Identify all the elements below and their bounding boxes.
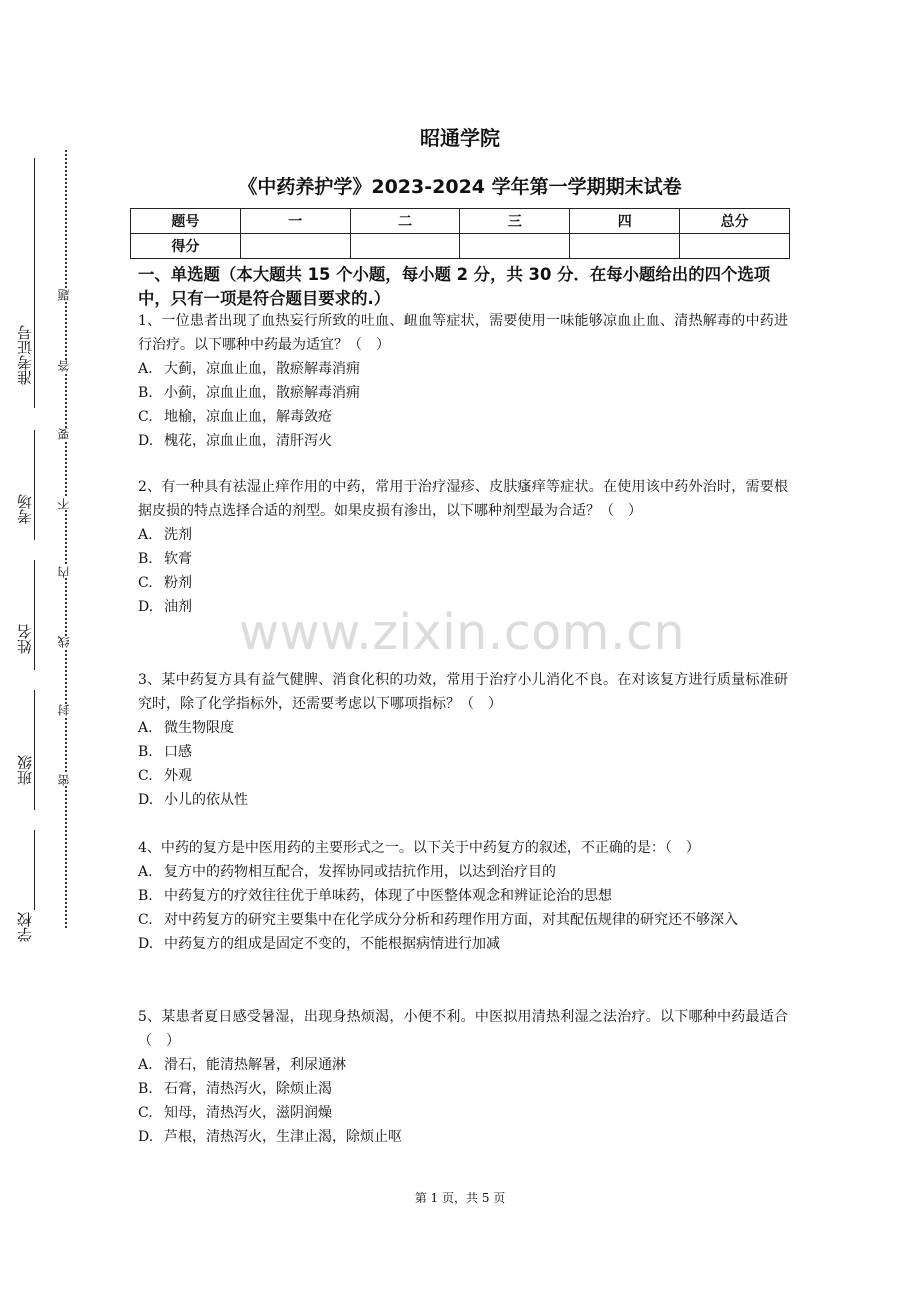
option-text: 中药复方的疗效往往优于单味药，体现了中医整体观念和辨证论治的思想 bbox=[164, 888, 612, 904]
option-letter: A. bbox=[138, 864, 153, 880]
question bbox=[138, 836, 788, 956]
seal-dotted-line bbox=[65, 150, 67, 928]
option-b bbox=[138, 1077, 788, 1101]
score-table-cell: 二 bbox=[350, 209, 460, 234]
option-text: 洗剂 bbox=[164, 527, 192, 543]
option-d bbox=[138, 595, 788, 619]
option-c bbox=[138, 405, 788, 429]
option-text: 地榆，凉血止血，解毒敛疮 bbox=[164, 409, 332, 425]
option-text: 复方中的药物相互配合，发挥协同或拮抗作用，以达到治疗目的 bbox=[164, 864, 556, 880]
seal-char: 答 bbox=[57, 360, 71, 372]
option-letter: B. bbox=[138, 744, 153, 760]
seal-char: 内 bbox=[57, 566, 71, 578]
seal-char: 不 bbox=[57, 498, 71, 510]
school-label: 学校 bbox=[16, 912, 34, 942]
exam-id-label: 准考证号 bbox=[16, 325, 34, 385]
option-text: 槐花，凉血止血，清肝泻火 bbox=[164, 433, 332, 449]
score-table-header-row bbox=[131, 209, 790, 234]
option-b bbox=[138, 381, 788, 405]
option-text: 石膏，清热泻火，除烦止渴 bbox=[164, 1081, 332, 1097]
score-table-cell: 四 bbox=[570, 209, 680, 234]
score-table-cell: 一 bbox=[240, 209, 350, 234]
question-stem: 1、一位患者出现了血热妄行所致的吐血、衄血等症状，需要使用一味能够凉血止血、清热解毒的中药进行治疗。以下哪种中药最为适宜？（ ） bbox=[138, 313, 788, 353]
option-letter: C. bbox=[138, 1105, 153, 1121]
score-table-cell bbox=[570, 234, 680, 259]
option-letter: B. bbox=[138, 551, 153, 567]
exam-title: 《中药养护学》2023-2024 学年第一学期期末试卷 bbox=[238, 176, 682, 198]
seal-char: 封 bbox=[57, 704, 71, 716]
option-text: 大蓟，凉血止血，散瘀解毒消痈 bbox=[164, 361, 360, 377]
question bbox=[138, 309, 788, 453]
name-label: 姓名 bbox=[16, 624, 34, 654]
option-c bbox=[138, 1101, 788, 1125]
option-a bbox=[138, 523, 788, 547]
score-table-cell bbox=[680, 234, 790, 259]
score-table-cell: 得分 bbox=[131, 234, 241, 259]
option-text: 小儿的依从性 bbox=[164, 792, 248, 808]
option-text: 微生物限度 bbox=[164, 720, 234, 736]
option-d bbox=[138, 1125, 788, 1149]
option-text: 软膏 bbox=[164, 551, 192, 567]
question bbox=[138, 668, 788, 812]
question-stem: 4、中药的复方是中医用药的主要形式之一。以下关于中药复方的叙述，不正确的是：（ ） bbox=[138, 840, 700, 856]
question-stem: 3、某中药复方具有益气健脾、消食化积的功效，常用于治疗小儿消化不良。在对该复方进行质量标准研究时，除了化学指标外，还需要考虑以下哪项指标？（ ） bbox=[138, 672, 788, 712]
option-letter: A. bbox=[138, 361, 153, 377]
page-footer: 第 1 页，共 5 页 bbox=[414, 1191, 506, 1205]
option-letter: D. bbox=[138, 433, 154, 449]
option-letter: C. bbox=[138, 575, 153, 591]
question-stem: 5、某患者夏日感受暑湿，出现身热烦渴，小便不利。中医拟用清热利湿之法治疗。以下哪种中药最适合（ ） bbox=[138, 1009, 788, 1049]
option-text: 粉剂 bbox=[164, 575, 192, 591]
option-d bbox=[138, 429, 788, 453]
option-a bbox=[138, 357, 788, 381]
section-heading: 一、单选题（本大题共 15 个小题，每小题 2 分，共 30 分．在每小题给出的四个选项中，只有一项是符合题目要求的.） bbox=[138, 265, 771, 308]
option-c bbox=[138, 571, 788, 595]
option-text: 小蓟，凉血止血，散瘀解毒消痈 bbox=[164, 385, 360, 401]
option-letter: D. bbox=[138, 599, 154, 615]
score-table-cell bbox=[350, 234, 460, 259]
option-letter: C. bbox=[138, 409, 153, 425]
exam-room-label: 考场 bbox=[16, 494, 34, 524]
option-a bbox=[138, 860, 788, 884]
question bbox=[138, 1005, 788, 1149]
option-text: 口感 bbox=[164, 744, 192, 760]
school-title: 昭通学院 bbox=[420, 126, 500, 150]
option-letter: D. bbox=[138, 792, 154, 808]
option-d bbox=[138, 788, 788, 812]
seal-char: 要 bbox=[57, 428, 71, 440]
option-c bbox=[138, 908, 788, 932]
option-text: 油剂 bbox=[164, 599, 192, 615]
score-table-cell: 总分 bbox=[680, 209, 790, 234]
score-table-score-row bbox=[131, 234, 790, 259]
class-label: 班级 bbox=[16, 755, 34, 785]
question-stem: 2、有一种具有祛湿止痒作用的中药，常用于治疗湿疹、皮肤瘙痒等症状。在使用该中药外治时，需要根据皮损的特点选择合适的剂型。如果皮损有渗出，以下哪种剂型最为合适？（ ） bbox=[138, 479, 788, 519]
option-text: 对中药复方的研究主要集中在化学成分分析和药理作用方面，对其配伍规律的研究还不够深入 bbox=[164, 912, 738, 928]
score-table bbox=[130, 208, 790, 259]
option-letter: C. bbox=[138, 912, 153, 928]
field-underline bbox=[34, 830, 35, 910]
option-letter: B. bbox=[138, 1081, 153, 1097]
field-underline bbox=[34, 690, 35, 810]
option-text: 知母，清热泻火，滋阴润燥 bbox=[164, 1105, 332, 1121]
seal-char: 密 bbox=[57, 774, 71, 786]
score-table-cell: 题号 bbox=[131, 209, 241, 234]
seal-char: 线 bbox=[57, 636, 71, 648]
option-b bbox=[138, 884, 788, 908]
option-text: 芦根，清热泻火，生津止渴，除烦止呕 bbox=[164, 1129, 402, 1145]
option-b bbox=[138, 740, 788, 764]
option-letter: A. bbox=[138, 527, 153, 543]
option-d bbox=[138, 932, 788, 956]
watermark: www.zixin.com.cn bbox=[238, 604, 686, 661]
score-table-cell bbox=[460, 234, 570, 259]
option-letter: C. bbox=[138, 768, 153, 784]
option-letter: A. bbox=[138, 720, 153, 736]
option-b bbox=[138, 547, 788, 571]
option-c bbox=[138, 764, 788, 788]
option-letter: B. bbox=[138, 385, 153, 401]
question bbox=[138, 475, 788, 619]
score-table-cell bbox=[240, 234, 350, 259]
option-letter: D. bbox=[138, 1129, 154, 1145]
option-a bbox=[138, 1053, 788, 1077]
seal-char: 题 bbox=[57, 289, 71, 301]
option-letter: D. bbox=[138, 936, 154, 952]
score-table-cell: 三 bbox=[460, 209, 570, 234]
option-text: 中药复方的组成是固定不变的，不能根据病情进行加减 bbox=[164, 936, 500, 952]
option-a bbox=[138, 716, 788, 740]
option-letter: A. bbox=[138, 1057, 153, 1073]
option-letter: B. bbox=[138, 888, 153, 904]
option-text: 滑石，能清热解暑，利尿通淋 bbox=[164, 1057, 346, 1073]
option-text: 外观 bbox=[164, 768, 192, 784]
